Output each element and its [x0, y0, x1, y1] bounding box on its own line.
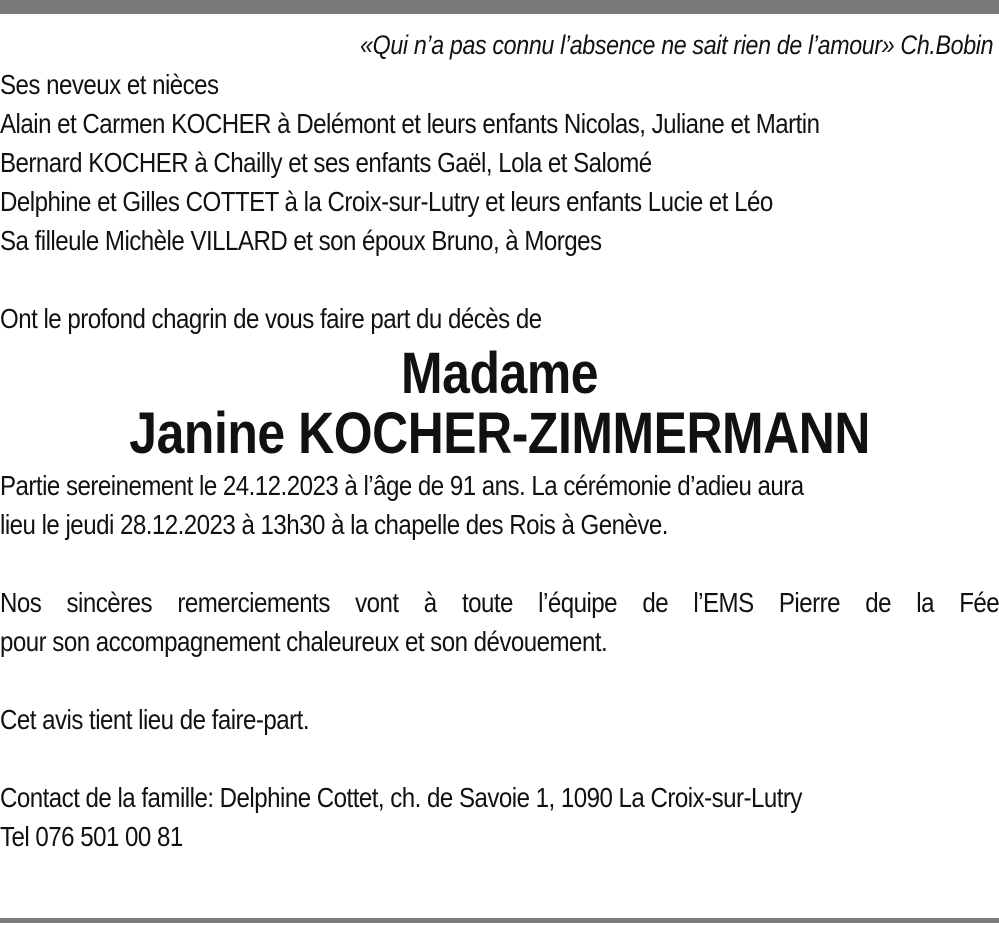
- quote-text: «Qui n’a pas connu l’absence ne sait rien de l’amour» Ch.Bobin: [359, 30, 993, 60]
- contact-line: Contact de la famille: Delphine Cottet, ch. de Savoie 1, 1090 La Croix-sur-Lutry: [0, 782, 802, 813]
- thanks-word: Nos: [0, 587, 42, 618]
- family-line: Delphine et Gilles COTTET à la Croix-sur-Lutry et leurs enfants Lucie et Léo: [0, 186, 773, 217]
- family-line: Alain et Carmen KOCHER à Delémont et leurs enfants Nicolas, Juliane et Martin: [0, 108, 820, 139]
- thanks-words: [0, 583, 999, 622]
- deceased-name: [0, 401, 999, 466]
- thanks-word: vont: [355, 587, 399, 618]
- thanks-word: l’EMS: [693, 587, 754, 618]
- thanks-word: Fée: [959, 587, 999, 618]
- thanks-line: pour son accompagnement chaleureux et son dévouement.: [0, 626, 608, 657]
- announcement-text: Ont le profond chagrin de vous faire part du décès de: [0, 303, 542, 334]
- thanks-word: l’équipe: [538, 587, 618, 618]
- epigraph-quote: [0, 26, 999, 65]
- ceremony-line: lieu le jeudi 28.12.2023 à 13h30 à la chapelle des Rois à Genève.: [0, 509, 668, 540]
- deceased-title: [0, 341, 999, 406]
- spacer: [0, 661, 999, 700]
- spacer: [0, 260, 999, 299]
- thanks-word: sincères: [66, 587, 153, 618]
- ceremony-line: Partie sereinement le 24.12.2023 à l’âge de 91 ans. La cérémonie d’adieu aura: [0, 470, 804, 501]
- notice-text: Cet avis tient lieu de faire-part.: [0, 704, 310, 735]
- spacer: [0, 739, 999, 778]
- family-intro: Ses neveux et nièces: [0, 69, 219, 100]
- contact-phone: Tel 076 501 00 81: [0, 821, 183, 852]
- family-line: Bernard KOCHER à Chailly et ses enfants Gaël, Lola et Salomé: [0, 147, 652, 178]
- spacer: [0, 544, 999, 583]
- thanks-word: de: [642, 587, 669, 618]
- thanks-word: à: [423, 587, 437, 618]
- thanks-word: de: [865, 587, 892, 618]
- thanks-line-justified: [0, 583, 999, 622]
- deceased-title-text: Madame: [400, 341, 599, 406]
- thanks-word: toute: [461, 587, 513, 618]
- thanks-word: la: [916, 587, 934, 618]
- deceased-heading: [0, 338, 999, 466]
- family-line: Sa filleule Michèle VILLARD et son époux Bruno, à Morges: [0, 225, 602, 256]
- deceased-name-text: Janine KOCHER-ZIMMERMANN: [129, 401, 870, 466]
- thanks-word: Pierre: [778, 587, 841, 618]
- top-rule: [0, 0, 999, 14]
- bottom-rule: [0, 918, 999, 923]
- thanks-word: remerciements: [177, 587, 330, 618]
- obituary-notice: [0, 26, 999, 856]
